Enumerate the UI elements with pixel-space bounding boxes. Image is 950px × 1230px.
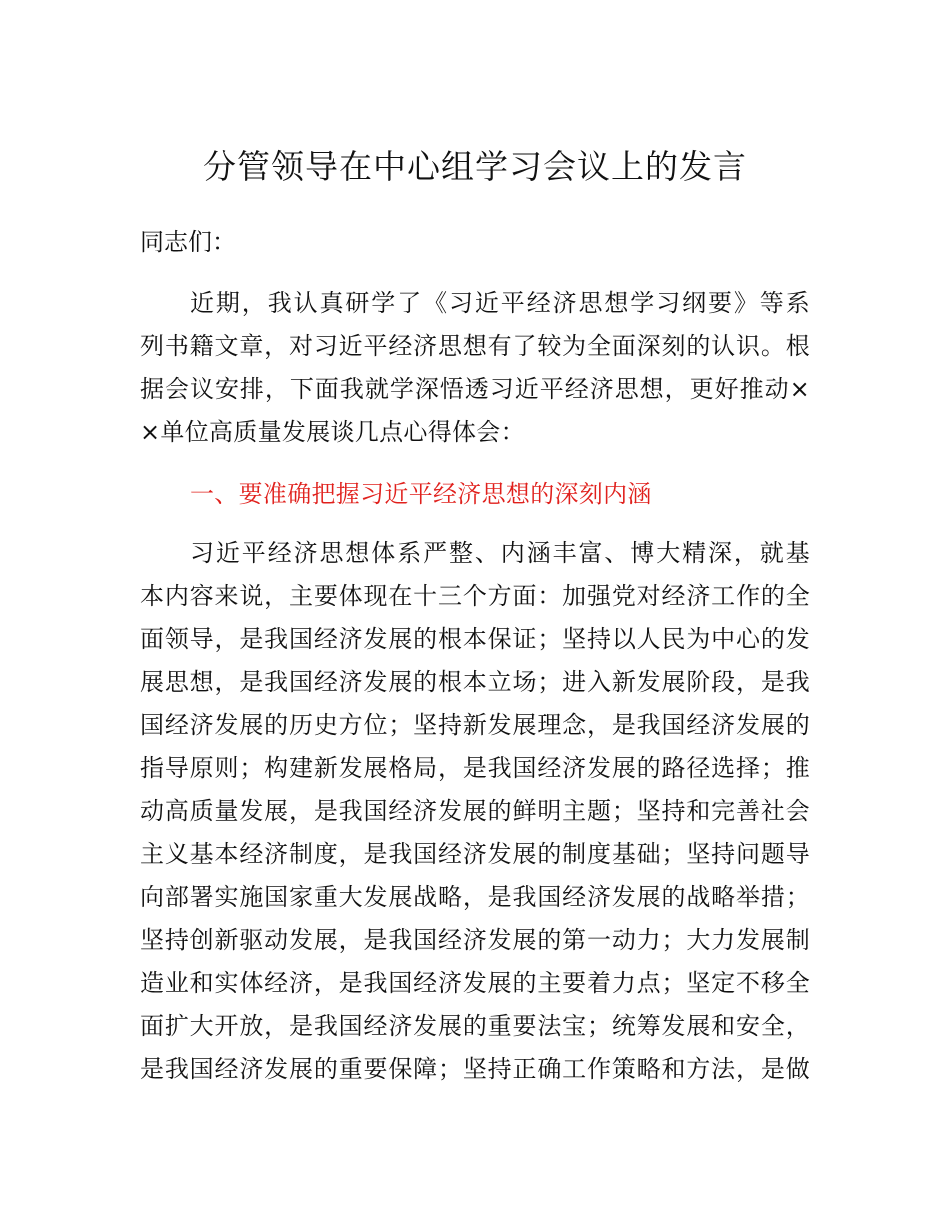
body-line: 国经济发展的历史方位；坚持新发展理念，是我国经济发展的 bbox=[140, 711, 810, 739]
body-line: 主义基本经济制度，是我国经济发展的制度基础；坚持问题导 bbox=[140, 840, 810, 868]
body-line: 指导原则；构建新发展格局，是我国经济发展的路径选择；推 bbox=[140, 754, 810, 782]
intro-paragraph bbox=[140, 282, 810, 454]
body-line: 习近平经济思想体系严整、内涵丰富、博大精深，就基 bbox=[190, 539, 810, 567]
intro-line: ×单位高质量发展谈几点心得体会： bbox=[140, 418, 525, 446]
intro-line: 据会议安排，下面我就学深悟透习近平经济思想，更好推动× bbox=[140, 375, 810, 403]
salutation: 同志们： bbox=[140, 228, 236, 256]
body-line: 向部署实施国家重大发展战略，是我国经济发展的战略举措； bbox=[140, 883, 810, 911]
section-heading-1: 一、要准确把握习近平经济思想的深刻内涵 bbox=[190, 480, 652, 508]
body-line: 造业和实体经济，是我国经济发展的主要着力点；坚定不移全 bbox=[140, 969, 810, 997]
body-line: 动高质量发展，是我国经济发展的鲜明主题；坚持和完善社会 bbox=[140, 797, 810, 825]
body-line: 展思想，是我国经济发展的根本立场；进入新发展阶段，是我 bbox=[140, 668, 810, 696]
body-line: 是我国经济发展的重要保障；坚持正确工作策略和方法，是做 bbox=[140, 1055, 810, 1083]
body-line: 面扩大开放，是我国经济发展的重要法宝；统筹发展和安全， bbox=[140, 1012, 810, 1040]
body-line: 坚持创新驱动发展，是我国经济发展的第一动力；大力发展制 bbox=[140, 926, 810, 954]
intro-line: 近期，我认真研学了《习近平经济思想学习纲要》等系 bbox=[190, 289, 810, 317]
body-line: 面领导，是我国经济发展的根本保证；坚持以人民为中心的发 bbox=[140, 625, 810, 653]
document-title: 分管领导在中心组学习会议上的发言 bbox=[203, 147, 747, 186]
body-line: 本内容来说，主要体现在十三个方面：加强党对经济工作的全 bbox=[140, 582, 810, 610]
intro-line: 列书籍文章，对习近平经济思想有了较为全面深刻的认识。根 bbox=[140, 332, 810, 360]
body-paragraph bbox=[140, 532, 810, 1091]
